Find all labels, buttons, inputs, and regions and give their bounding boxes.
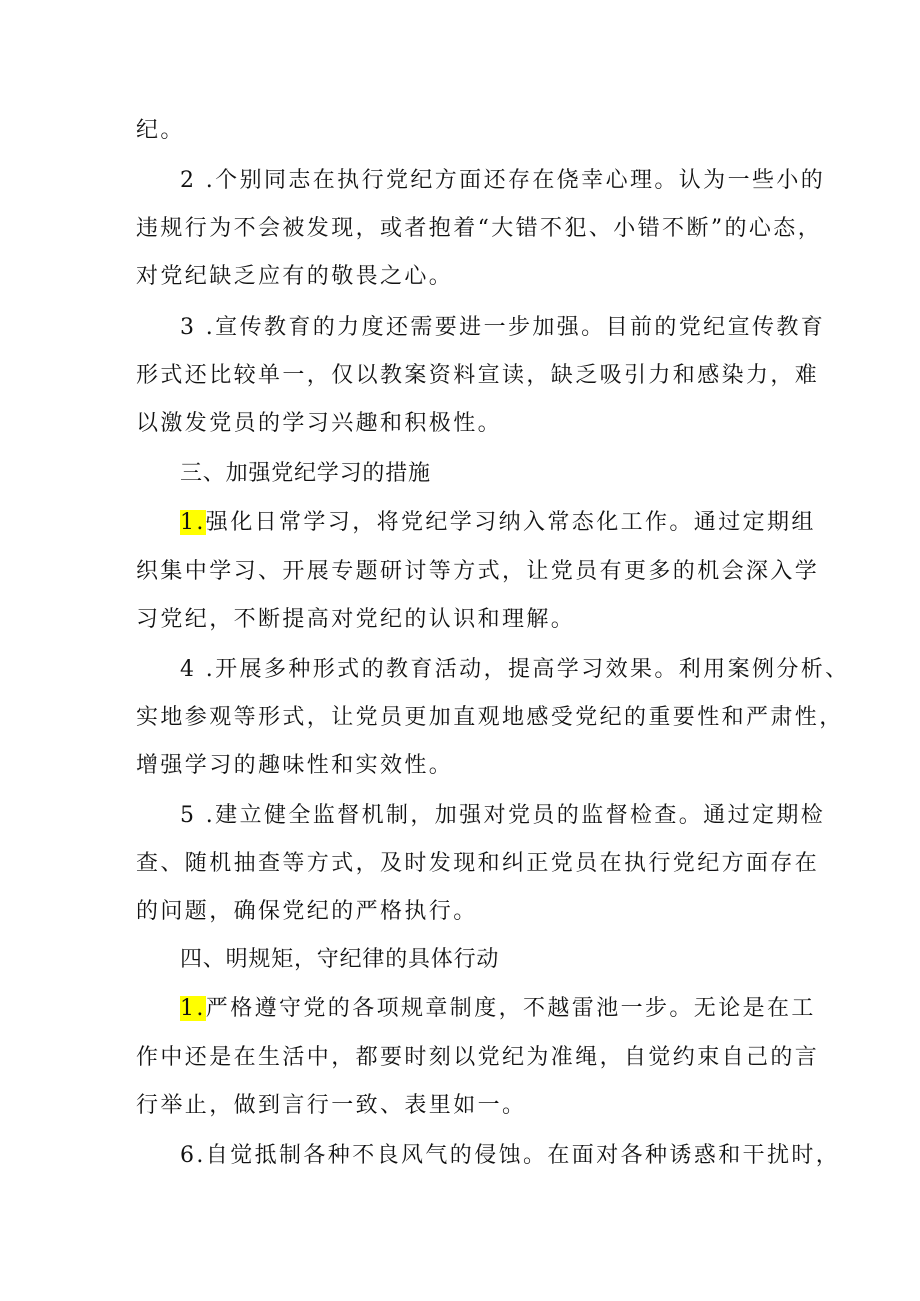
section-heading: 三、加强党纪学习的措施 bbox=[180, 461, 431, 486]
text-line: 4 .开展多种形式的教育活动，提高学习效果。利用案例分析、 bbox=[180, 657, 850, 682]
text-line: 形式还比较单一，仅以教案资料宣读，缺乏吸引力和感染力，难 bbox=[136, 363, 820, 388]
text-line-content: 严格遵守党的各项规章制度，不越雷池一步。无论是在工 bbox=[205, 996, 816, 1021]
text-line: 作中还是在生活中，都要时刻以党纪为准绳，自觉约束自己的言 bbox=[136, 1045, 820, 1070]
highlighted-number: 1. bbox=[180, 510, 206, 535]
text-line: 实地参观等形式，让党员更加直观地感受党纪的重要性和严肃性， bbox=[136, 705, 844, 730]
text-line: 2 .个别同志在执行党纪方面还存在侥幸心理。认为一些小的 bbox=[180, 168, 826, 193]
section-heading: 四、明规矩，守纪律的具体行动 bbox=[180, 947, 500, 972]
text-line bbox=[180, 508, 816, 538]
highlighted-number: 1. bbox=[180, 996, 206, 1021]
text-line: 6.自觉抵制各种不良风气的侵蚀。在面对各种诱惑和干扰时， bbox=[180, 1143, 841, 1168]
text-line: 查、随机抽查等方式，及时发现和纠正党员在执行党纪方面存在 bbox=[136, 851, 820, 876]
text-line: 增强学习的趣味性和实效性。 bbox=[136, 753, 454, 778]
text-line: 行举止，做到言行一致、表里如一。 bbox=[136, 1093, 527, 1118]
text-line bbox=[180, 994, 816, 1024]
text-line: 对党纪缺乏应有的敬畏之心。 bbox=[136, 264, 454, 289]
text-line: 3 .宣传教育的力度还需要进一步加强。目前的党纪宣传教育 bbox=[180, 315, 826, 340]
text-line: 5 .建立健全监督机制，加强对党员的监督检查。通过定期检 bbox=[180, 803, 826, 828]
text-line: 的问题，确保党纪的严格执行。 bbox=[136, 899, 478, 924]
text-line: 违规行为不会被发现，或者抱着“大错不犯、小错不断”的心态， bbox=[136, 216, 823, 241]
text-line: 织集中学习、开展专题研讨等方式，让党员有更多的机会深入学 bbox=[136, 559, 820, 584]
text-line: 纪。 bbox=[136, 118, 185, 143]
text-line-content: 强化日常学习，将党纪学习纳入常态化工作。通过定期组 bbox=[205, 510, 816, 535]
text-line: 习党纪，不断提高对党纪的认识和理解。 bbox=[136, 607, 576, 632]
text-line: 以激发党员的学习兴趣和积极性。 bbox=[136, 411, 503, 436]
